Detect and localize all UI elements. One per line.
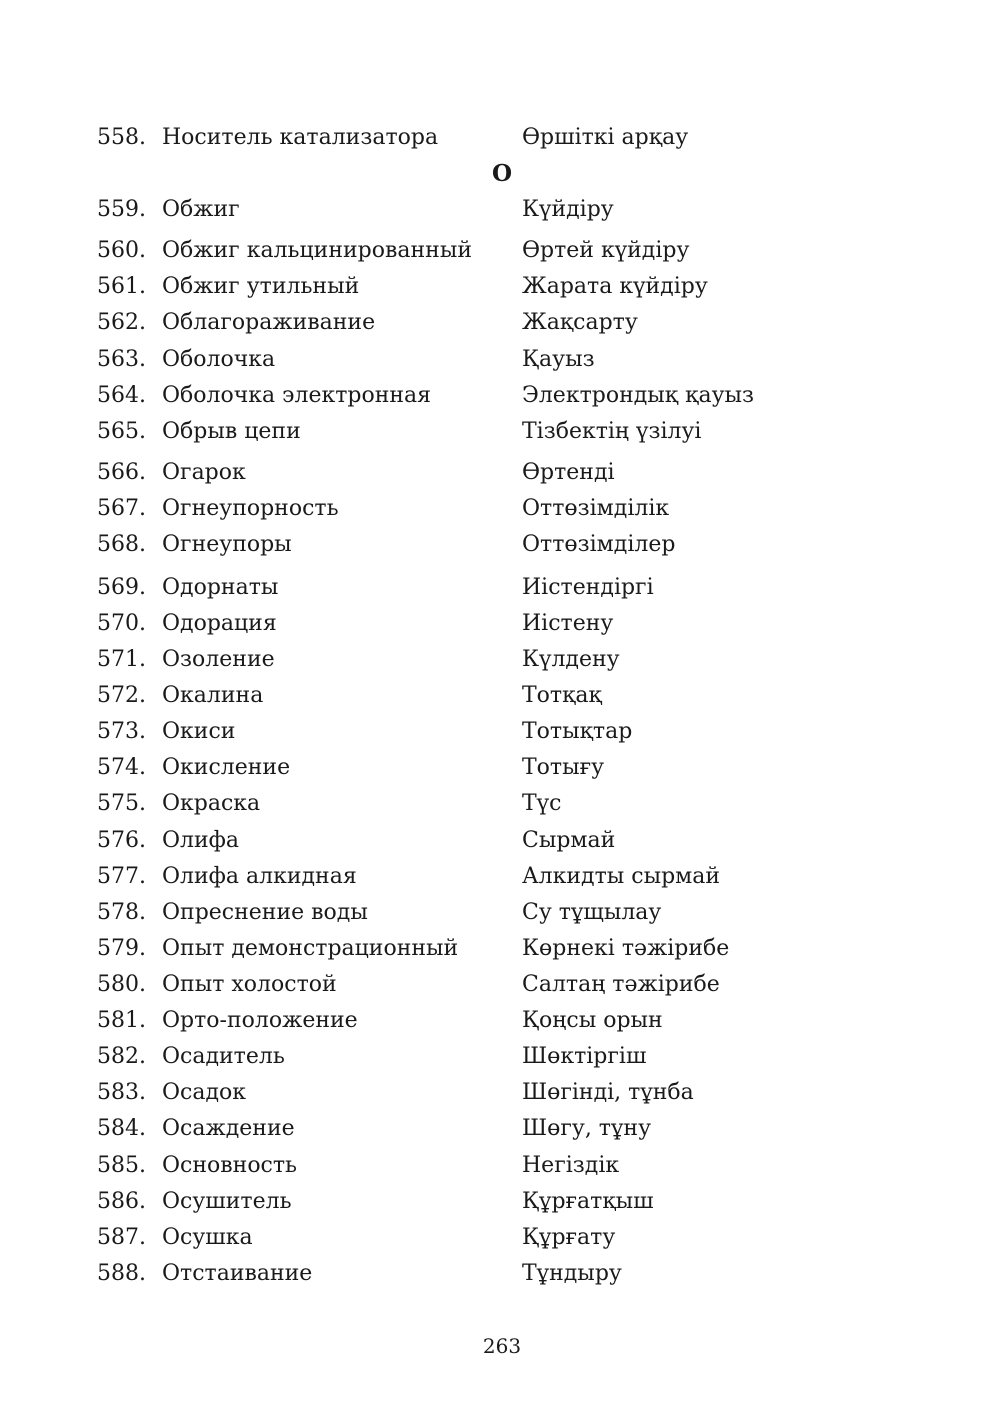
glossary-entry (0, 750, 1004, 786)
entry-number: 561. (97, 274, 146, 299)
kazakh-term: Тізбектің үзілуі (522, 419, 702, 444)
glossary-entry (0, 1111, 1004, 1147)
kazakh-term: Құрғатқыш (522, 1189, 654, 1214)
russian-term: Огнеупоры (162, 532, 292, 557)
glossary-entry (0, 678, 1004, 714)
entry-number: 587. (97, 1225, 146, 1250)
glossary-entry (0, 455, 1004, 491)
glossary-entry (0, 1256, 1004, 1292)
russian-term: Отстаивание (162, 1261, 313, 1286)
entry-number: 577. (97, 864, 146, 889)
glossary-entry (0, 931, 1004, 967)
kazakh-term: Тотықтар (522, 719, 633, 744)
russian-term: Осаждение (162, 1116, 295, 1141)
russian-term: Окалина (162, 683, 264, 708)
entry-number: 583. (97, 1080, 146, 1105)
kazakh-term: Су тұщылау (522, 900, 662, 925)
glossary-entry (0, 823, 1004, 859)
kazakh-term: Қоңсы орын (522, 1008, 663, 1033)
kazakh-term: Шөктіргіш (522, 1044, 647, 1069)
kazakh-term: Күлдену (522, 647, 620, 672)
russian-term: Осадок (162, 1080, 247, 1105)
kazakh-term: Өршіткі арқау (522, 125, 689, 150)
entry-number: 588. (97, 1261, 146, 1286)
kazakh-term: Күйдіру (522, 197, 614, 222)
kazakh-term: Алкидты сырмай (522, 864, 721, 889)
page-number: 263 (482, 1334, 522, 1358)
entry-number: 565. (97, 419, 146, 444)
entry-number: 566. (97, 460, 146, 485)
glossary-entry (0, 1148, 1004, 1184)
entry-number: 558. (97, 125, 146, 150)
glossary-entry (0, 967, 1004, 1003)
kazakh-term: Түс (522, 791, 562, 816)
russian-term: Олифа (162, 828, 240, 853)
kazakh-term: Электрондық қауыз (522, 383, 755, 408)
glossary-entry (0, 342, 1004, 378)
kazakh-term: Тұндыру (522, 1261, 622, 1286)
entry-number: 564. (97, 383, 146, 408)
russian-term: Осушка (162, 1225, 253, 1250)
glossary-entry (0, 527, 1004, 563)
entry-number: 581. (97, 1008, 146, 1033)
russian-term: Окиси (162, 719, 236, 744)
russian-term: Обжиг утильный (162, 274, 360, 299)
russian-term: Оболочка электронная (162, 383, 432, 408)
russian-term: Орто-положение (162, 1008, 358, 1033)
russian-term: Опыт демонстрационный (162, 936, 459, 961)
glossary-entry (0, 1039, 1004, 1075)
russian-term: Обжиг кальцинированный (162, 238, 472, 263)
glossary-entry (0, 1075, 1004, 1111)
glossary-entry (0, 192, 1004, 228)
kazakh-term: Өртенді (522, 460, 615, 485)
russian-term: Обжиг (162, 197, 240, 222)
russian-term: Огарок (162, 460, 246, 485)
kazakh-term: Негіздік (522, 1153, 620, 1178)
russian-term: Одорнаты (162, 575, 279, 600)
kazakh-term: Өртей күйдіру (522, 238, 690, 263)
glossary-entry (0, 414, 1004, 450)
glossary-entry (0, 859, 1004, 895)
entry-number: 571. (97, 647, 146, 672)
entry-number: 559. (97, 197, 146, 222)
glossary-entry (0, 491, 1004, 527)
entry-number: 582. (97, 1044, 146, 1069)
russian-term: Одорация (162, 611, 277, 636)
russian-term: Окисление (162, 755, 291, 780)
kazakh-term: Қауыз (522, 347, 595, 372)
entry-number: 568. (97, 532, 146, 557)
russian-term: Огнеупорность (162, 496, 339, 521)
entry-number: 574. (97, 755, 146, 780)
section-letter-heading: О (491, 160, 513, 187)
entry-number: 560. (97, 238, 146, 263)
russian-term: Оболочка (162, 347, 276, 372)
kazakh-term: Шөгу, тұну (522, 1116, 652, 1141)
kazakh-term: Шөгінді, тұнба (522, 1080, 694, 1105)
entry-number: 572. (97, 683, 146, 708)
kazakh-term: Сырмай (522, 828, 616, 853)
entry-number: 567. (97, 496, 146, 521)
entry-number: 576. (97, 828, 146, 853)
russian-term: Опреснение воды (162, 900, 368, 925)
glossary-entry (0, 1184, 1004, 1220)
glossary-entry (0, 1003, 1004, 1039)
russian-term: Озоление (162, 647, 275, 672)
entry-number: 562. (97, 310, 146, 335)
glossary-entry (0, 786, 1004, 822)
entry-number: 578. (97, 900, 146, 925)
kazakh-term: Иістендіргі (522, 575, 654, 600)
glossary-entry (0, 570, 1004, 606)
glossary-entry (0, 606, 1004, 642)
kazakh-term: Салтаң тәжірибе (522, 972, 720, 997)
entry-number: 575. (97, 791, 146, 816)
glossary-entry (0, 642, 1004, 678)
kazakh-term: Тотқақ (522, 683, 602, 708)
kazakh-term: Оттөзімділер (522, 532, 676, 557)
russian-term: Олифа алкидная (162, 864, 357, 889)
kazakh-term: Көрнекі тәжірибе (522, 936, 730, 961)
glossary-entry (0, 305, 1004, 341)
entry-number: 563. (97, 347, 146, 372)
glossary-entry (0, 714, 1004, 750)
glossary-entry (0, 895, 1004, 931)
kazakh-term: Иістену (522, 611, 614, 636)
entry-number: 585. (97, 1153, 146, 1178)
glossary-entry (0, 269, 1004, 305)
entry-number: 569. (97, 575, 146, 600)
kazakh-term: Жарата күйдіру (522, 274, 708, 299)
entry-number: 584. (97, 1116, 146, 1141)
entry-number: 573. (97, 719, 146, 744)
entry-number: 586. (97, 1189, 146, 1214)
glossary-entry (0, 378, 1004, 414)
russian-term: Опыт холостой (162, 972, 337, 997)
glossary-entry (0, 233, 1004, 269)
russian-term: Осадитель (162, 1044, 285, 1069)
entry-number: 579. (97, 936, 146, 961)
russian-term: Окраска (162, 791, 261, 816)
russian-term: Основность (162, 1153, 298, 1178)
glossary-entry (0, 1220, 1004, 1256)
glossary-entry (0, 120, 1004, 156)
russian-term: Облагораживание (162, 310, 376, 335)
entry-number: 570. (97, 611, 146, 636)
kazakh-term: Тотығу (522, 755, 605, 780)
kazakh-term: Жақсарту (522, 310, 638, 335)
russian-term: Осушитель (162, 1189, 292, 1214)
russian-term: Носитель катализатора (162, 125, 439, 150)
kazakh-term: Оттөзімділік (522, 496, 670, 521)
russian-term: Обрыв цепи (162, 419, 301, 444)
entry-number: 580. (97, 972, 146, 997)
kazakh-term: Құрғату (522, 1225, 616, 1250)
